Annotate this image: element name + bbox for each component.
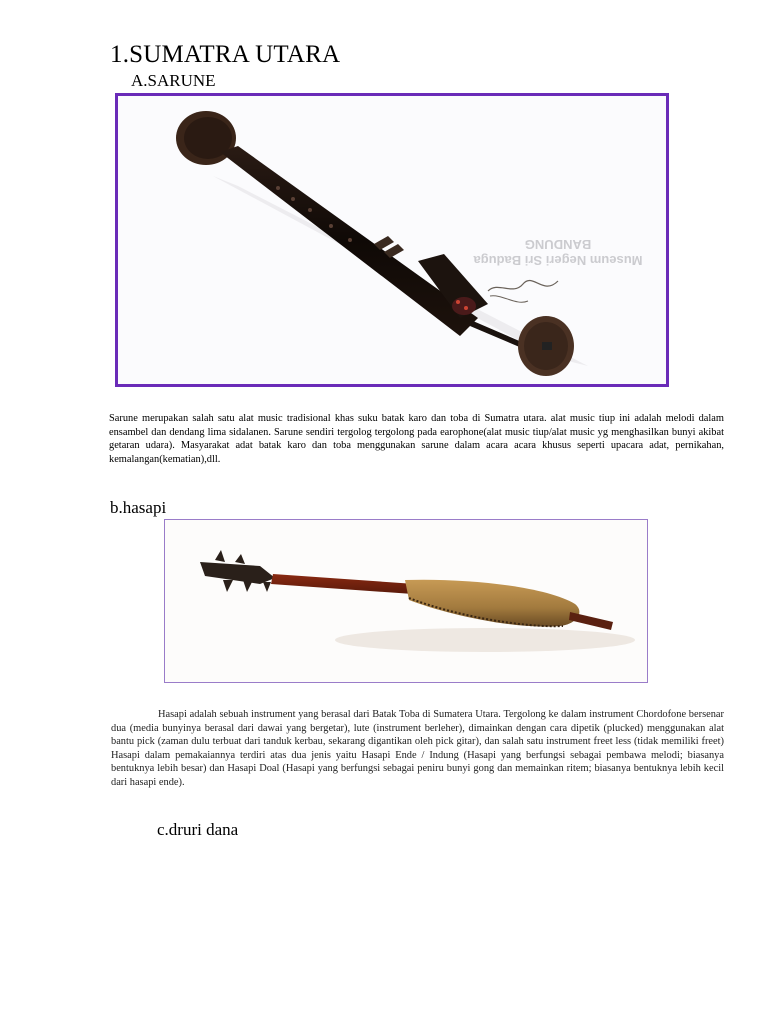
section-heading-sarune: A.SARUNE (131, 71, 216, 90)
sarune-photo (115, 93, 669, 387)
hasapi-description: Hasapi adalah sebuah instrument yang berasal dari Batak Toba di Sumatera Utara. Tergolong ke dalam instrument Chordofone bersenar dua (media bunyinya berasal dari dawai yang bergetar), lute (instrument berleher), dimainkan dengan cara dipetik (plucked) menggunakan alat bantu pick (zaman dulu terbuat dari tanduk kerbau, sekarang digantikan oleh pick gitar), dan salah satu instrument freet less (tidak memiliki freet) Hasapi dalam pemakaiannya terdiri atas dua jenis yaitu Hasapi Ende / Indung (Hasapi yang berfungsi sebagai pembawa melodi; biasanya bentuknya lebih besar) dan Hasapi Doal (Hasapi yang berfungsi sebagai peniru bunyi gong dan memainkan ritem; biasanya bentuknya lebih kecil dari hasapi ende). (111, 709, 724, 788)
watermark-line-1: Museum Negeri Sri Baduga (473, 253, 643, 268)
section-heading-hasapi: b.hasapi (110, 498, 167, 517)
sarune-description: Sarune merupakan salah satu alat music tradisional khas suku batak karo dan toba di Sumatra utara. alat music tiup ini adalah melodi dalam ensambel dan dendang lima sidalanen. Sarune sendiri tergolog tergolong pada earophone(alat music tiup/alat music yg menghasilkan bunyi akibat getaran udara). Masyarakat adat batak karo dan toba menggunakan sarune dalam acara acara khusus seperti upacara adat, pernikahan, kemalangan(kematian),dll. (109, 413, 724, 465)
hasapi-photo (164, 519, 648, 683)
section-heading-druri-dana: c.druri dana (157, 820, 239, 839)
hasapi-illustration (165, 520, 647, 682)
document-title: 1.SUMATRA UTARA (110, 41, 341, 68)
watermark-line-2: BANDUNG (524, 237, 592, 252)
sarune-illustration (118, 96, 666, 384)
